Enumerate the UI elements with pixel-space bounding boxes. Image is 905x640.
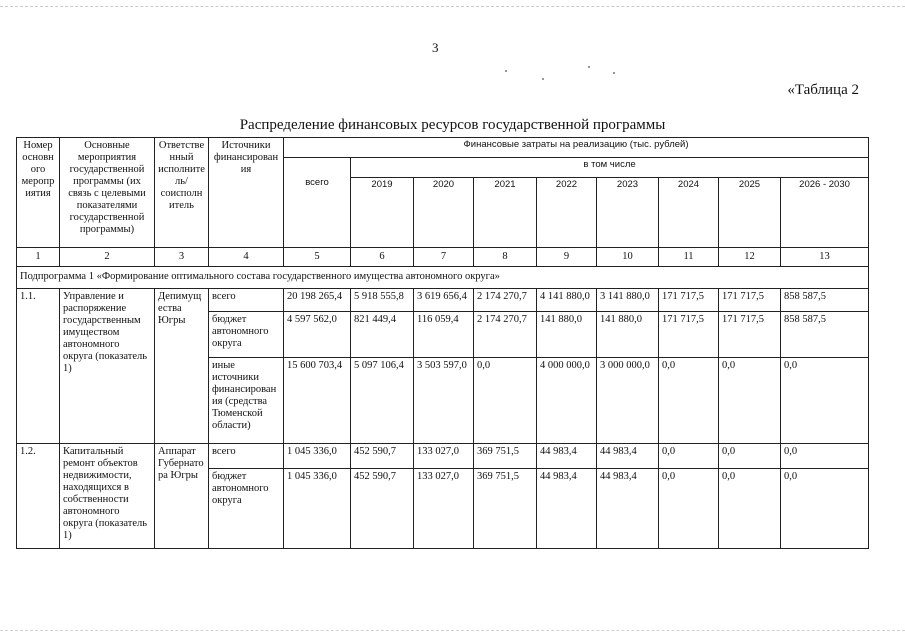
header-number: Номер основного мероприятия bbox=[17, 138, 60, 248]
value-cell: 2 174 270,7 bbox=[474, 312, 537, 358]
column-number: 12 bbox=[719, 248, 781, 267]
scan-speck bbox=[505, 70, 507, 72]
funding-source: бюджет автономного округа bbox=[209, 312, 284, 358]
value-cell: 858 587,5 bbox=[781, 312, 869, 358]
scan-top-edge bbox=[0, 6, 905, 7]
activity-number: 1.2. bbox=[17, 444, 60, 549]
value-cell: 0,0 bbox=[719, 469, 781, 549]
header-total: всего bbox=[284, 158, 351, 248]
column-number: 4 bbox=[209, 248, 284, 267]
column-number: 13 bbox=[781, 248, 869, 267]
value-cell: 0,0 bbox=[659, 358, 719, 444]
value-cell: 452 590,7 bbox=[351, 444, 414, 469]
header-year: 2021 bbox=[474, 178, 537, 248]
page-number: 3 bbox=[432, 40, 439, 55]
value-cell: 0,0 bbox=[781, 358, 869, 444]
value-cell: 369 751,5 bbox=[474, 444, 537, 469]
value-cell: 0,0 bbox=[474, 358, 537, 444]
value-cell: 116 059,4 bbox=[414, 312, 474, 358]
value-cell: 3 141 880,0 bbox=[597, 289, 659, 312]
value-cell: 5 918 555,8 bbox=[351, 289, 414, 312]
value-cell: 133 027,0 bbox=[414, 469, 474, 549]
column-number: 6 bbox=[351, 248, 414, 267]
value-cell: 0,0 bbox=[719, 358, 781, 444]
table-label: «Таблица 2 bbox=[787, 82, 859, 98]
column-number: 2 bbox=[60, 248, 155, 267]
value-cell: 4 597 562,0 bbox=[284, 312, 351, 358]
activity-name: Капитальный ремонт объектов недвижимости, находящихся в собственности автономного округа (показатель 1) bbox=[60, 444, 155, 549]
value-cell: 0,0 bbox=[659, 469, 719, 549]
funding-source: бюджет автономного округа bbox=[209, 469, 284, 549]
header-costs: Финансовые затраты на реализацию (тыс. рублей) bbox=[284, 138, 869, 158]
header-year: 2023 bbox=[597, 178, 659, 248]
column-number: 9 bbox=[537, 248, 597, 267]
value-cell: 44 983,4 bbox=[597, 444, 659, 469]
value-cell: 44 983,4 bbox=[597, 469, 659, 549]
column-number: 5 bbox=[284, 248, 351, 267]
scan-speck bbox=[588, 66, 590, 68]
value-cell: 0,0 bbox=[719, 444, 781, 469]
column-number: 3 bbox=[155, 248, 209, 267]
header-year: 2024 bbox=[659, 178, 719, 248]
value-cell: 1 045 336,0 bbox=[284, 469, 351, 549]
header-sources: Источники финансирования bbox=[209, 138, 284, 248]
column-number: 1 bbox=[17, 248, 60, 267]
value-cell: 0,0 bbox=[659, 444, 719, 469]
finance-table bbox=[16, 137, 869, 549]
header-year: 2022 bbox=[537, 178, 597, 248]
value-cell: 171 717,5 bbox=[719, 312, 781, 358]
header-year: 2026 - 2030 bbox=[781, 178, 869, 248]
activity-executor: Аппарат Губернатора Югры bbox=[155, 444, 209, 549]
value-cell: 3 000 000,0 bbox=[597, 358, 659, 444]
header-year: 2025 bbox=[719, 178, 781, 248]
value-cell: 452 590,7 bbox=[351, 469, 414, 549]
document-title: Распределение финансовых ресурсов государственной программы bbox=[239, 117, 666, 133]
value-cell: 44 983,4 bbox=[537, 444, 597, 469]
value-cell: 5 097 106,4 bbox=[351, 358, 414, 444]
value-cell: 44 983,4 bbox=[537, 469, 597, 549]
value-cell: 141 880,0 bbox=[597, 312, 659, 358]
value-cell: 171 717,5 bbox=[719, 289, 781, 312]
scan-speck bbox=[542, 78, 544, 80]
value-cell: 4 000 000,0 bbox=[537, 358, 597, 444]
scan-speck bbox=[613, 72, 615, 74]
activity-executor: Депимущества Югры bbox=[155, 289, 209, 444]
value-cell: 20 198 265,4 bbox=[284, 289, 351, 312]
value-cell: 133 027,0 bbox=[414, 444, 474, 469]
value-cell: 369 751,5 bbox=[474, 469, 537, 549]
column-number: 7 bbox=[414, 248, 474, 267]
activity-name: Управление и распоряжение государственным имуществом автономного округа (показатель 1) bbox=[60, 289, 155, 444]
scan-bottom-edge bbox=[0, 630, 905, 631]
value-cell: 15 600 703,4 bbox=[284, 358, 351, 444]
value-cell: 3 503 597,0 bbox=[414, 358, 474, 444]
header-activities: Основные мероприятия государственной программы (их связь с целевыми показателями государственной программы) bbox=[60, 138, 155, 248]
column-number: 11 bbox=[659, 248, 719, 267]
value-cell: 858 587,5 bbox=[781, 289, 869, 312]
value-cell: 171 717,5 bbox=[659, 312, 719, 358]
column-number: 10 bbox=[597, 248, 659, 267]
value-cell: 1 045 336,0 bbox=[284, 444, 351, 469]
activity-number: 1.1. bbox=[17, 289, 60, 444]
header-executor: Ответственный исполнитель/ соисполнитель bbox=[155, 138, 209, 248]
header-year: 2020 bbox=[414, 178, 474, 248]
value-cell: 141 880,0 bbox=[537, 312, 597, 358]
value-cell: 3 619 656,4 bbox=[414, 289, 474, 312]
header-including: в том числе bbox=[351, 158, 869, 178]
subprogram-title: Подпрограмма 1 «Формирование оптимального состава государственного имущества автономного округа» bbox=[17, 267, 869, 289]
value-cell: 821 449,4 bbox=[351, 312, 414, 358]
value-cell: 2 174 270,7 bbox=[474, 289, 537, 312]
value-cell: 0,0 bbox=[781, 469, 869, 549]
funding-source: всего bbox=[209, 444, 284, 469]
column-number: 8 bbox=[474, 248, 537, 267]
value-cell: 0,0 bbox=[781, 444, 869, 469]
funding-source: иные источники финансирования (средства Тюменской области) bbox=[209, 358, 284, 444]
value-cell: 4 141 880,0 bbox=[537, 289, 597, 312]
value-cell: 171 717,5 bbox=[659, 289, 719, 312]
funding-source: всего bbox=[209, 289, 284, 312]
header-year: 2019 bbox=[351, 178, 414, 248]
